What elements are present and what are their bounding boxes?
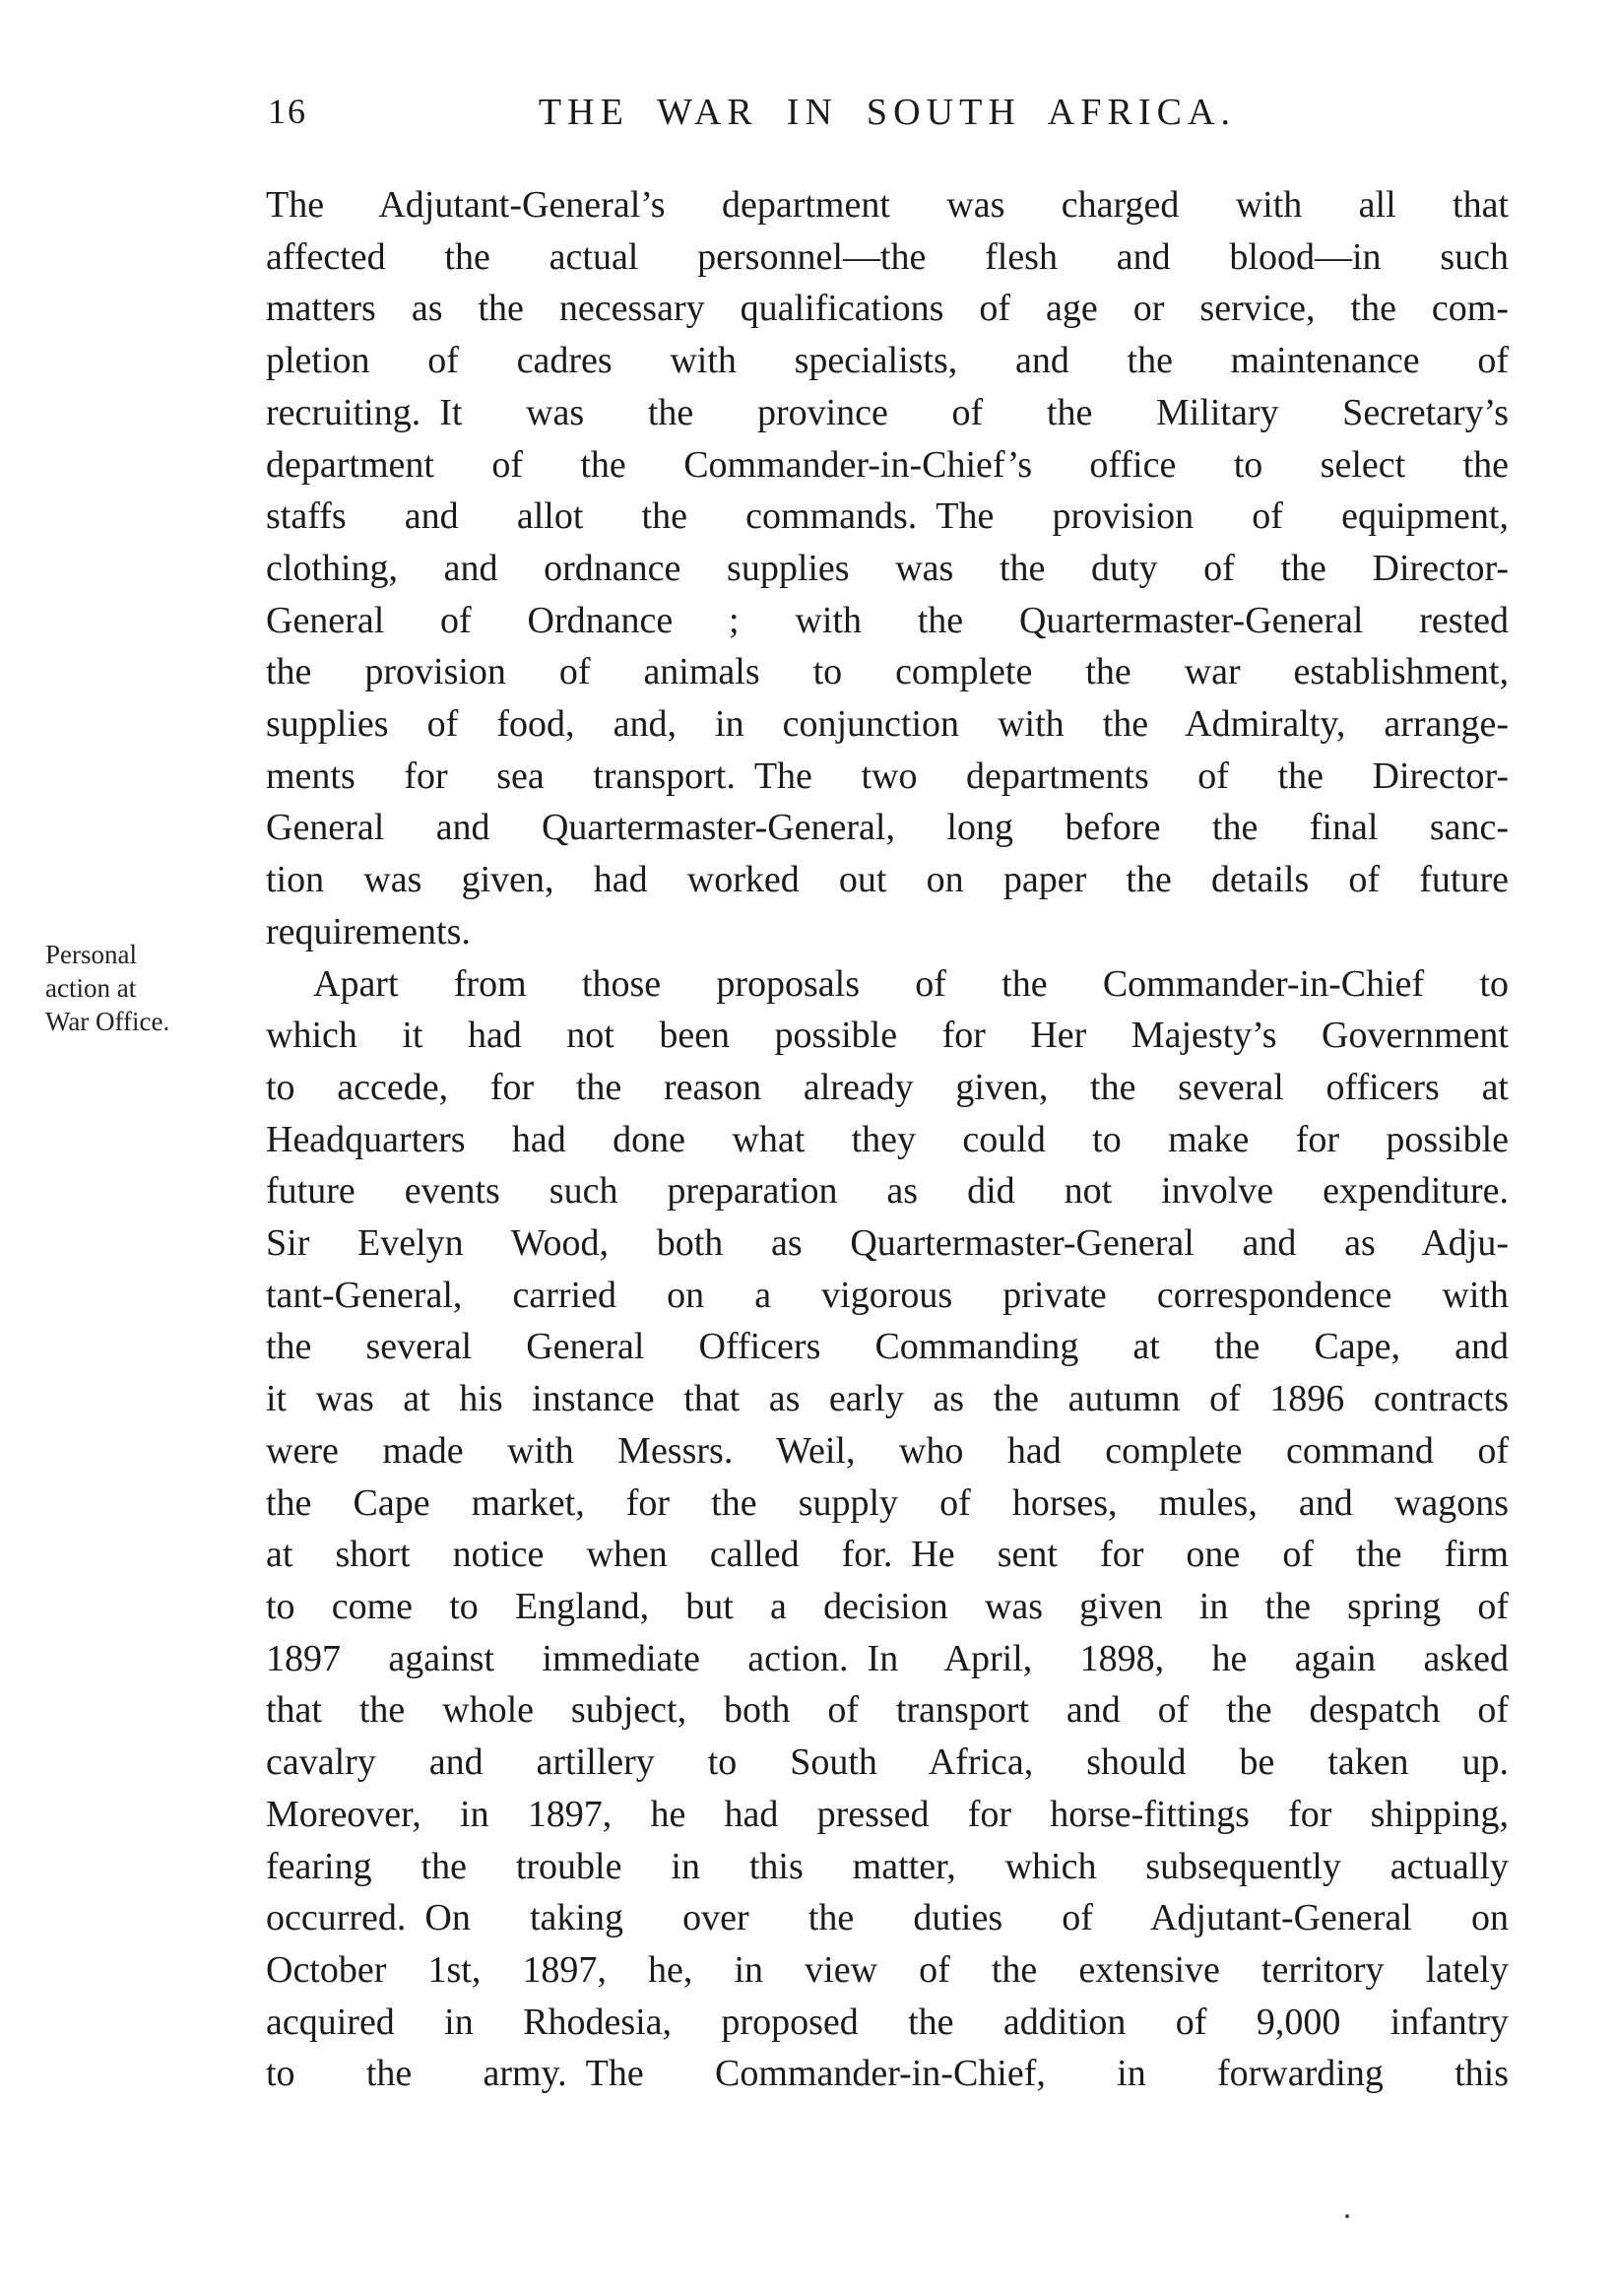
text-line: affected the actual personnel—the flesh and blood—in such	[266, 235, 1509, 278]
body-text	[266, 179, 1509, 2100]
margin-note	[45, 938, 252, 1038]
text-line: Sir Evelyn Wood, both as Quartermaster-General and as Adju-	[266, 1222, 1509, 1265]
margin-note-line: Personal	[45, 940, 137, 969]
text-line: occurred. On taking over the duties of Adjutant-General on	[266, 1897, 1509, 1939]
margin-note-line: War Office.	[45, 1007, 170, 1036]
text-line: it was at his instance that as early as the autumn of 1896 contracts	[266, 1378, 1509, 1420]
text-line: future events such preparation as did not involve expenditure.	[266, 1170, 1509, 1213]
text-line: supplies of food, and, in conjunction with the Admiralty, arrange-	[266, 703, 1509, 746]
text-line: the several General Officers Commanding at the Cape, and	[266, 1326, 1509, 1368]
text-line: recruiting. It was the province of the Military Secretary’s	[266, 391, 1509, 433]
text-line: acquired in Rhodesia, proposed the addition of 9,000 infantry	[266, 2001, 1509, 2043]
text-line: requirements.	[266, 910, 471, 952]
text-line: which it had not been possible for Her Majesty’s Government	[266, 1015, 1509, 1057]
text-line: to accede, for the reason already given, the several officers at	[266, 1066, 1509, 1108]
text-line: fearing the trouble in this matter, which subsequently actually	[266, 1845, 1509, 1887]
text-line: October 1st, 1897, he, in view of the extensive territory lately	[266, 1948, 1509, 1991]
text-line: ments for sea transport. The two departments of the Director-	[266, 754, 1509, 797]
text-line: the provision of animals to complete the war establishment,	[266, 651, 1509, 693]
running-title: THE WAR IN SOUTH AFRICA.	[538, 92, 1237, 133]
text-line: staffs and allot the commands. The provision of equipment,	[266, 495, 1509, 538]
text-line: to come to England, but a decision was given in the spring of	[266, 1585, 1509, 1627]
text-line: tant-General, carried on a vigorous private correspondence with	[266, 1274, 1509, 1316]
text-line: department of the Commander-in-Chief’s office to select the	[266, 443, 1509, 486]
text-line: cavalry and artillery to South Africa, should be taken up.	[266, 1741, 1509, 1784]
text-line: were made with Messrs. Weil, who had complete command of	[266, 1429, 1509, 1472]
scan-speck	[1345, 2214, 1349, 2218]
text-line: to the army. The Commander-in-Chief, in forwarding this	[266, 2053, 1509, 2095]
text-line: tion was given, had worked out on paper the details of future	[266, 859, 1509, 901]
page-number: 16	[268, 92, 307, 131]
text-line: Moreover, in 1897, he had pressed for horse-fittings for shipping,	[266, 1793, 1509, 1835]
margin-note-line: action at	[45, 973, 137, 1003]
text-line: the Cape market, for the supply of horses, mules, and wagons	[266, 1481, 1509, 1524]
text-line: matters as the necessary qualifications of age or service, the com-	[266, 288, 1509, 330]
text-line: General and Quartermaster-General, long before the final sanc-	[266, 807, 1509, 849]
text-line: that the whole subject, both of transport and of the despatch of	[266, 1689, 1509, 1732]
text-line: General of Ordnance ; with the Quartermaster-General rested	[266, 599, 1509, 641]
text-line: Headquarters had done what they could to make for possible	[266, 1118, 1509, 1160]
text-line: 1897 against immediate action. In April, 1898, he again asked	[266, 1637, 1509, 1679]
text-line: The Adjutant-General’s department was charged with all that	[266, 184, 1509, 226]
text-line: Apart from those proposals of the Commander-in-Chief to	[313, 962, 1509, 1005]
text-line: pletion of cadres with specialists, and the maintenance of	[266, 340, 1509, 382]
text-line: at short notice when called for. He sent for one of the firm	[266, 1534, 1509, 1576]
text-line: clothing, and ordnance supplies was the duty of the Director-	[266, 547, 1509, 589]
page-header	[266, 91, 1509, 138]
